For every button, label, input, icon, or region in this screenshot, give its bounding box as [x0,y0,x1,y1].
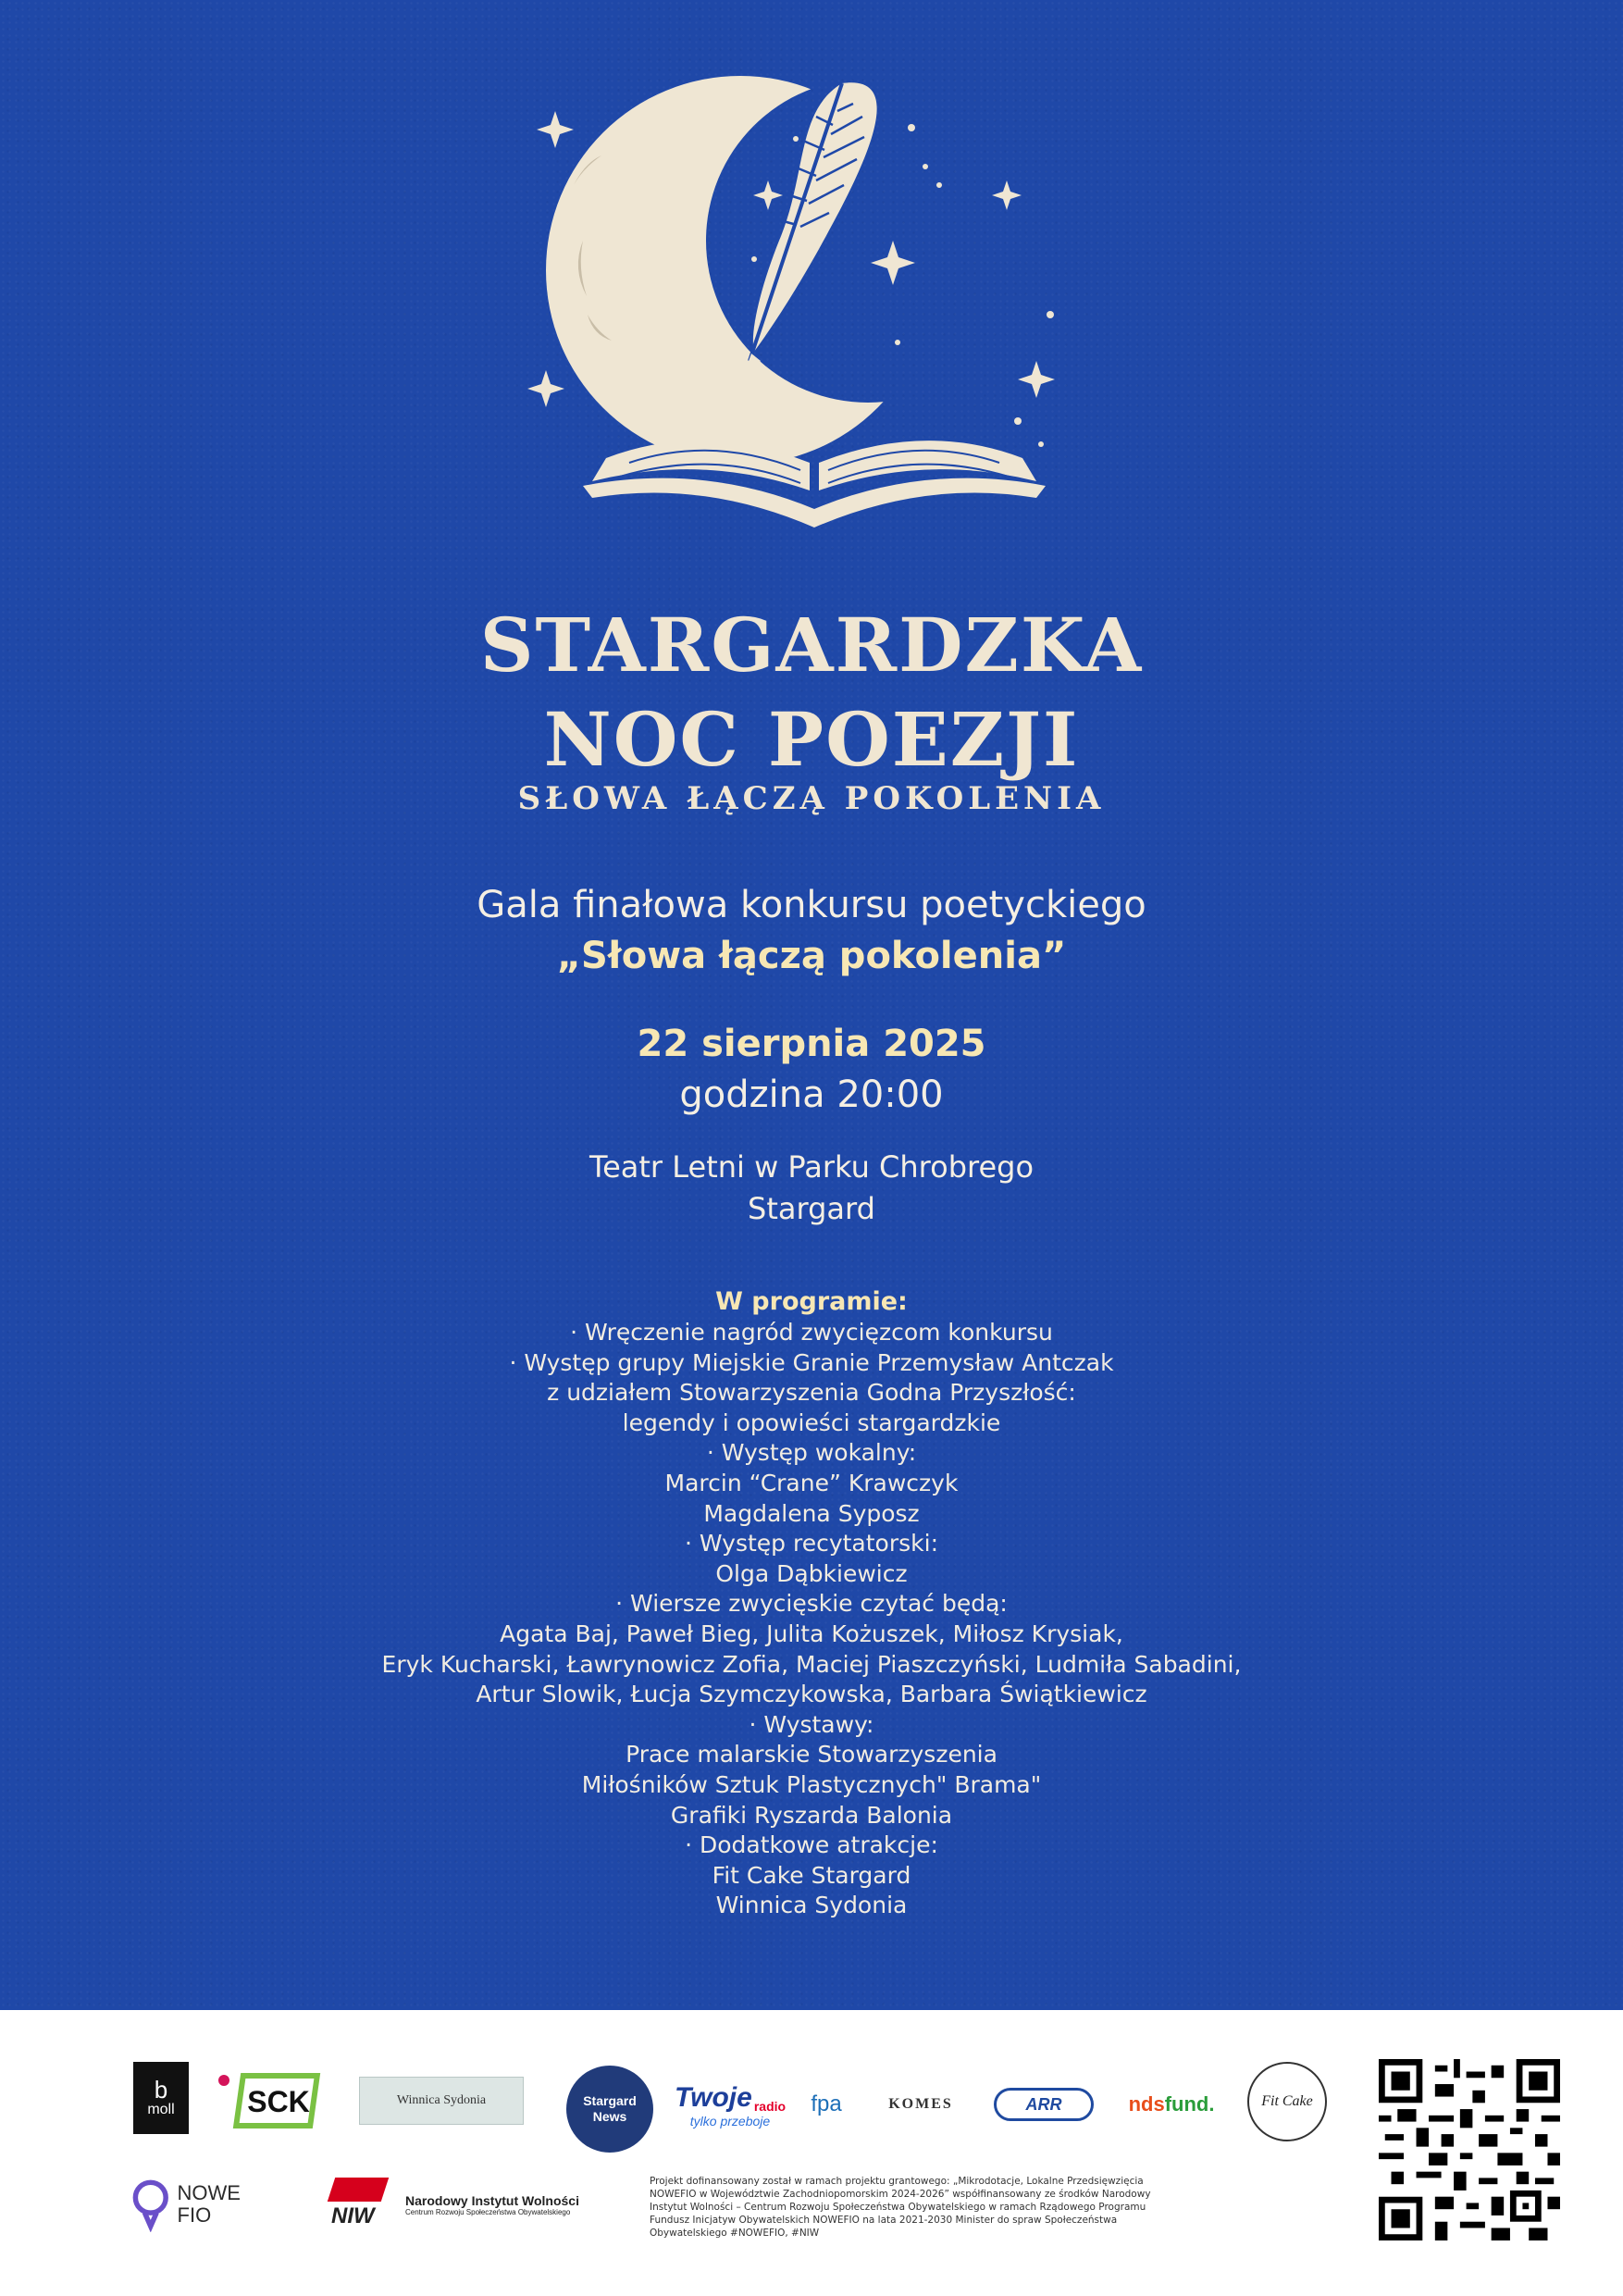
moll-logo: b moll [133,2062,189,2134]
program-line: · Występ wokalny: [706,1439,917,1467]
program-line: Winnica Sydonia [715,1892,908,1919]
program-line: · Wiersze zwycięskie czytać będą: [615,1590,1008,1618]
fit-cake-logo: Fit Cake [1247,2062,1327,2141]
title-line-2: NOC POEZJI [543,696,1080,783]
qr-code[interactable] [1379,2059,1560,2240]
funding-fine-print: Projekt dofinansowany został w ramach projektu grantowego: „Mikrodotacje, Lokalne Przedsięwzięcia NOWEFIO w Województwie Zachodniopomorskim 2024-2026” współfinansowany ze środków Narodowy Instytut Wolności – Centrum Rozwoju Społeczeństwa Obywatelskiego w ramach Rządowego Programu Fundusz Inicjatyw Obywatelskich NOWEFIO na lata 2021-2030 Minister do spraw Społeczeństwa Obywatelskiego #NOWEFIO, #NIW [650,2176,1151,2239]
moon-quill-book-emblem [518,56,1110,611]
program [0,1286,1623,1921]
program-line: Eryk Kucharski, Ławrynowicz Zofia, Maciej Piaszczyński, Ludmiła Sabadini, [381,1650,1242,1678]
title-tagline: SŁOWA ŁĄCZĄ POKOLENIA [517,780,1106,817]
program-line: Agata Baj, Paweł Bieg, Julita Kożuszek, Miłosz Krysiak, [500,1620,1123,1647]
gala-heading: Gala finałowa konkursu poetyckiego [477,884,1146,926]
arr-logo: ARR [994,2088,1094,2121]
program-line: · Występ grupy Miejskie Granie Przemysław Antczak [509,1348,1114,1376]
event-venue: Teatr Letni w Parku Chrobrego [588,1149,1035,1185]
niw-logo: NIW Narodowy Instytut Wolności Centrum Rozwoju Społeczeństwa Obywatelskiego [324,2177,601,2232]
program-line: · Dodatkowe atrakcje: [685,1831,938,1859]
event-date: 22 sierpnia 2025 [637,1023,986,1065]
event-city: Stargard [748,1191,875,1226]
lightbulb-icon [130,2177,172,2232]
nowe-fio-logo: NOWE FIO [130,2175,241,2234]
program-line: Miłośników Sztuk Plastycznych" Brama" [581,1770,1042,1798]
program-line: · Wystawy: [749,1710,874,1738]
program-line: Grafiki Ryszarda Balonia [670,1801,953,1829]
winnica-sydonia-logo: Winnica Sydonia [359,2077,524,2125]
nds-fund-logo: nds fund. [1128,2092,1215,2116]
program-line: Fit Cake Stargard [712,1861,911,1889]
program-line: · Wręczenie nagród zwycięzcom konkursu [570,1319,1053,1346]
stargard-news-logo: Stargard News [566,2066,653,2153]
program-line: Prace malarskie Stowarzyszenia [626,1741,997,1769]
program-line: · Występ recytatorski: [684,1530,938,1558]
sponsors-footer [0,2010,1623,2296]
sck-logo: SCK [215,2071,326,2132]
program-line: Magdalena Syposz [703,1499,920,1527]
title-line-1: STARGARDZKA [479,602,1144,689]
twoje-radio-logo: Twoje radio tylko przeboje [674,2082,787,2128]
competition-name: „Słowa łączą pokolenia” [556,935,1067,977]
fpa-logo: fpa [811,2091,842,2116]
program-line: legendy i opowieści stargardzkie [622,1409,1001,1436]
program-line: Artur Slowik, Łucja Szymczykowska, Barbara Świątkiewicz [476,1681,1147,1708]
program-line: z udziałem Stowarzyszenia Godna Przyszłość: [547,1379,1076,1407]
program-line: Marcin “Crane” Krawczyk [664,1469,959,1496]
program-heading: W programie: [715,1287,908,1316]
komes-logo: KOMES [888,2096,953,2112]
program-line: Olga Dąbkiewicz [715,1559,908,1587]
event-hour: godzina 20:00 [679,1074,944,1116]
